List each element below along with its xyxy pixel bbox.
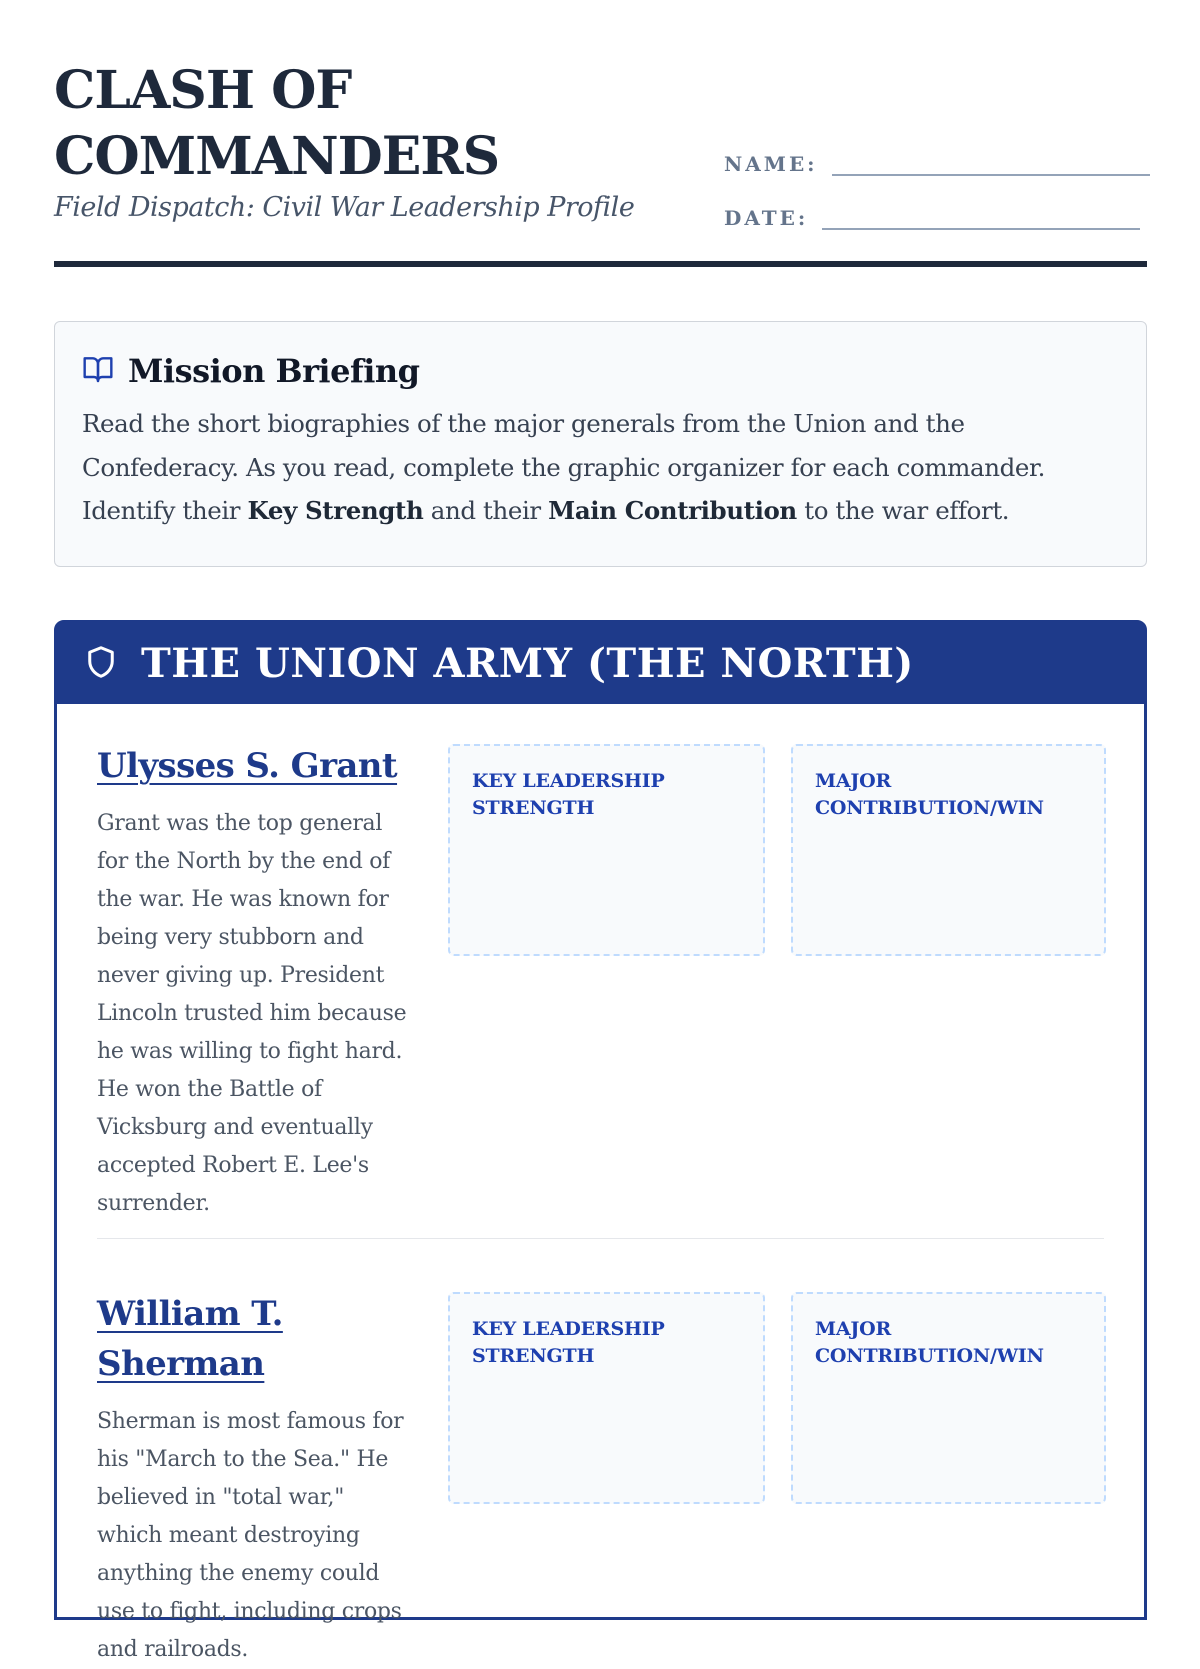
box-label: KEY LEADERSHIP STRENGTH xyxy=(472,1318,665,1367)
page-title: CLASH OF COMMANDERS xyxy=(54,60,500,187)
briefing-text: Read the short biographies of the major generals from the Union and the Confederacy. As you read, complete the graphic organizer for each commander. Identify their Key Strength and their Main Contribution to the war effort. xyxy=(82,409,1045,525)
key-strength-term: Key Strength xyxy=(247,496,424,525)
briefing-heading xyxy=(82,352,1119,390)
mission-briefing xyxy=(54,321,1147,567)
date-line[interactable] xyxy=(822,202,1140,230)
commander-name: William T. Sherman xyxy=(97,1294,283,1384)
union-army-title: THE UNION ARMY (THE NORTH) xyxy=(141,640,914,687)
main-contribution-term: Main Contribution xyxy=(548,496,797,525)
date-label: DATE: xyxy=(724,206,809,230)
name-label: NAME: xyxy=(724,152,818,176)
shield-icon xyxy=(83,644,119,684)
header-divider xyxy=(54,261,1147,267)
name-line[interactable] xyxy=(832,148,1150,176)
commander-card-sherman xyxy=(97,1289,1104,1669)
box-label: MAJOR CONTRIBUTION/WIN xyxy=(815,770,1044,819)
name-field[interactable] xyxy=(724,148,1150,176)
worksheet-header xyxy=(54,58,1147,270)
commander-divider xyxy=(97,1238,1104,1239)
box-label: KEY LEADERSHIP STRENGTH xyxy=(472,770,665,819)
page-subtitle: Field Dispatch: Civil War Leadership Profile xyxy=(54,192,635,223)
key-leadership-strength-box[interactable] xyxy=(448,744,765,956)
book-open-icon xyxy=(82,353,114,389)
commander-bio: Grant was the top general for the North by the end of the war. He was known for being very stubborn and never giving up. President Lincoln trusted him because he was willing to fight hard. He won the Battle of Vicksburg and eventually accepted Robert E. Lee's surrender. xyxy=(97,811,407,1216)
major-contribution-box[interactable] xyxy=(791,1292,1106,1504)
commander-bio: Sherman is most famous for his "March to the Sea." He believed in "total war," which meant destroying anything the enemy could use to fight, including crops and railroads. xyxy=(97,1409,404,1662)
commander-card-grant xyxy=(97,741,1104,1223)
briefing-title: Mission Briefing xyxy=(128,352,420,390)
union-army-section xyxy=(54,620,1147,1662)
key-leadership-strength-box[interactable] xyxy=(448,1292,765,1504)
box-label: MAJOR CONTRIBUTION/WIN xyxy=(815,1318,1044,1367)
commander-name: Ulysses S. Grant xyxy=(97,746,398,786)
union-army-header xyxy=(57,623,1144,704)
date-field[interactable] xyxy=(724,202,1140,230)
major-contribution-box[interactable] xyxy=(791,744,1106,956)
